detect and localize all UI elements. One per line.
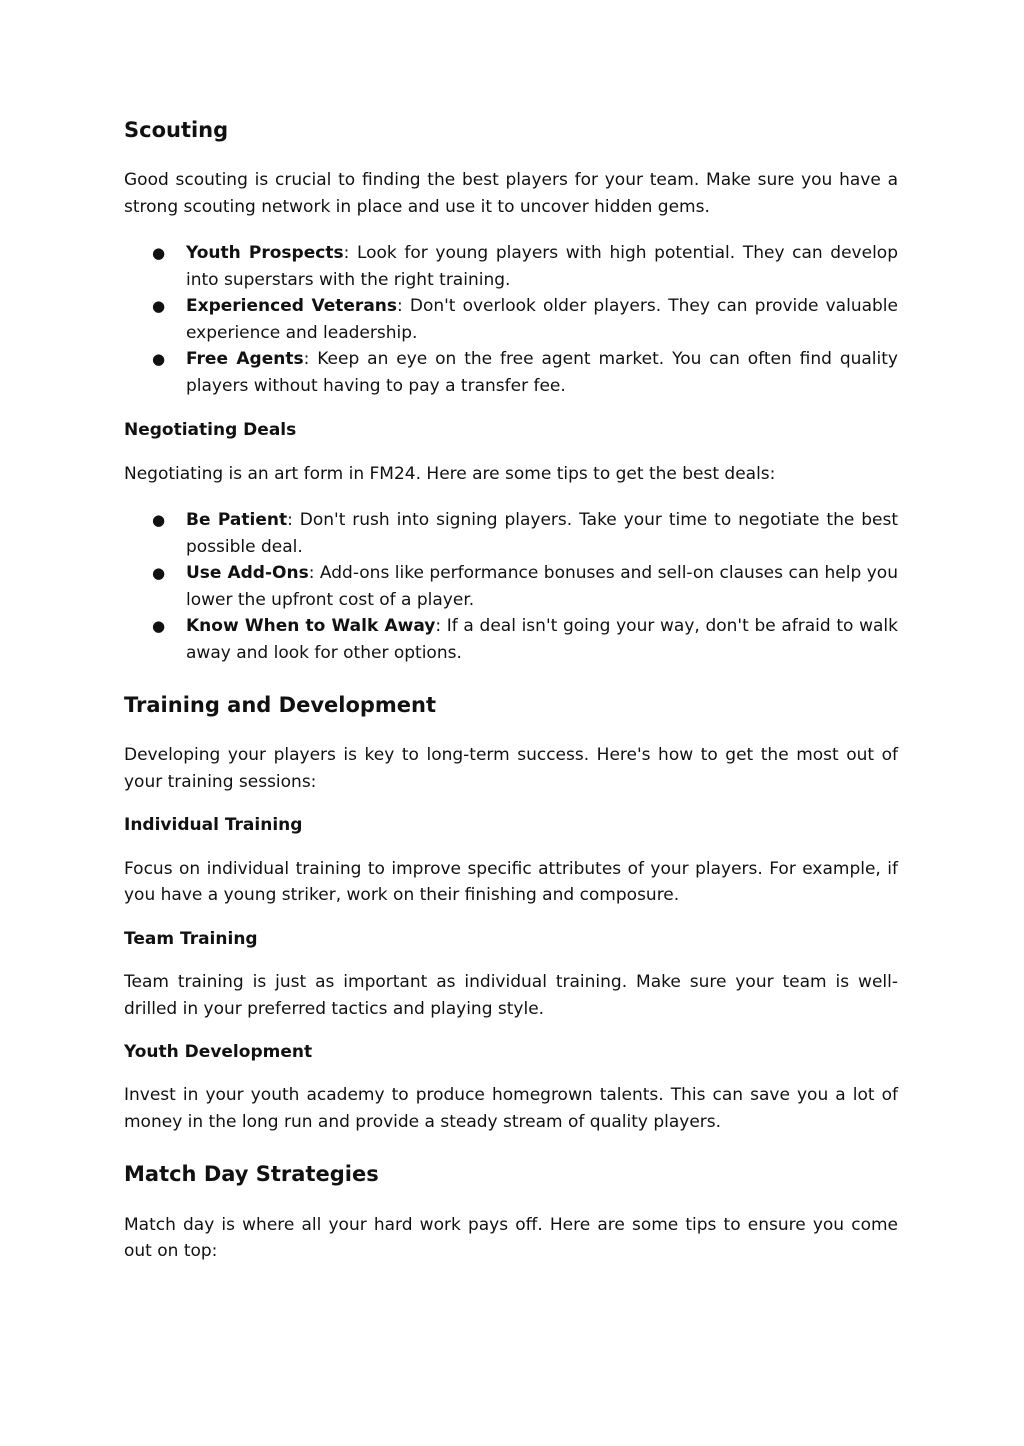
heading-individual-training: Individual Training	[124, 815, 303, 836]
heading-match-day-strategies: Match Day Strategies	[124, 1162, 379, 1187]
list-item	[124, 346, 898, 399]
paragraph-training-intro: Developing your players is key to long-term success. Here's how to get the most out of your training sessions:	[124, 745, 898, 792]
list-item-term: Know When to Walk Away	[186, 616, 436, 637]
paragraph-matchday-intro: Match day is where all your hard work pays off. Here are some tips to ensure you come out on top:	[124, 1214, 898, 1262]
heading-team-training: Team Training	[124, 928, 258, 949]
list-item-text: : Add-ons like performance bonuses and sell-on clauses can help you lower the upfront cost of a player.	[186, 563, 898, 610]
heading-training-development: Training and Development	[124, 693, 437, 718]
heading-negotiating-deals: Negotiating Deals	[124, 420, 297, 441]
bullet-icon: ●	[152, 511, 166, 530]
heading-scouting: Scouting	[124, 118, 229, 142]
list-item-term: Be Patient	[186, 510, 288, 531]
list-item-text: : Don't overlook older players. They can provide valuable experience and leadership.	[186, 296, 898, 343]
list-item-term: Experienced Veterans	[186, 296, 398, 317]
list-scouting	[124, 240, 898, 399]
bullet-icon: ●	[152, 617, 166, 636]
list-item-term: Free Agents	[186, 349, 304, 370]
document-page	[124, 118, 898, 1265]
list-item	[124, 613, 898, 666]
bullet-icon: ●	[152, 350, 166, 369]
list-item	[124, 240, 898, 293]
heading-youth-development: Youth Development	[124, 1042, 313, 1063]
paragraph-individual-training: Focus on individual training to improve specific attributes of your players. For example, if you have a young striker, work on their finishing and composure.	[124, 858, 898, 906]
paragraph-negotiating-intro: Negotiating is an art form in FM24. Here are some tips to get the best deals:	[124, 463, 776, 484]
list-item-term: Use Add-Ons	[186, 563, 309, 584]
list-item-text: : Keep an eye on the free agent market. You can often find quality players without having to pay a transfer fee.	[186, 349, 898, 396]
list-item	[124, 560, 898, 613]
bullet-icon: ●	[152, 297, 166, 316]
paragraph-youth-development: Invest in your youth academy to produce homegrown talents. This can save you a lot of money in the long run and provide a steady stream of quality players.	[124, 1085, 898, 1132]
bullet-icon: ●	[152, 564, 166, 583]
list-item-term: Youth Prospects	[186, 243, 344, 264]
list-item-text: : Don't rush into signing players. Take your time to negotiate the best possible deal.	[186, 510, 899, 557]
bullet-icon: ●	[152, 244, 166, 263]
list-negotiating	[124, 507, 898, 666]
paragraph-team-training: Team training is just as important as individual training. Make sure your team is well-drilled in your preferred tactics and playing style.	[124, 972, 898, 1019]
list-item-text: : If a deal isn't going your way, don't be afraid to walk away and look for other options.	[186, 616, 898, 663]
list-item-text: : Look for young players with high potential. They can develop into superstars with the right training.	[186, 243, 898, 290]
list-item	[124, 293, 898, 346]
list-item	[124, 507, 898, 560]
paragraph-scouting-intro: Good scouting is crucial to finding the best players for your team. Make sure you have a strong scouting network in place and use it to uncover hidden gems.	[124, 170, 898, 217]
